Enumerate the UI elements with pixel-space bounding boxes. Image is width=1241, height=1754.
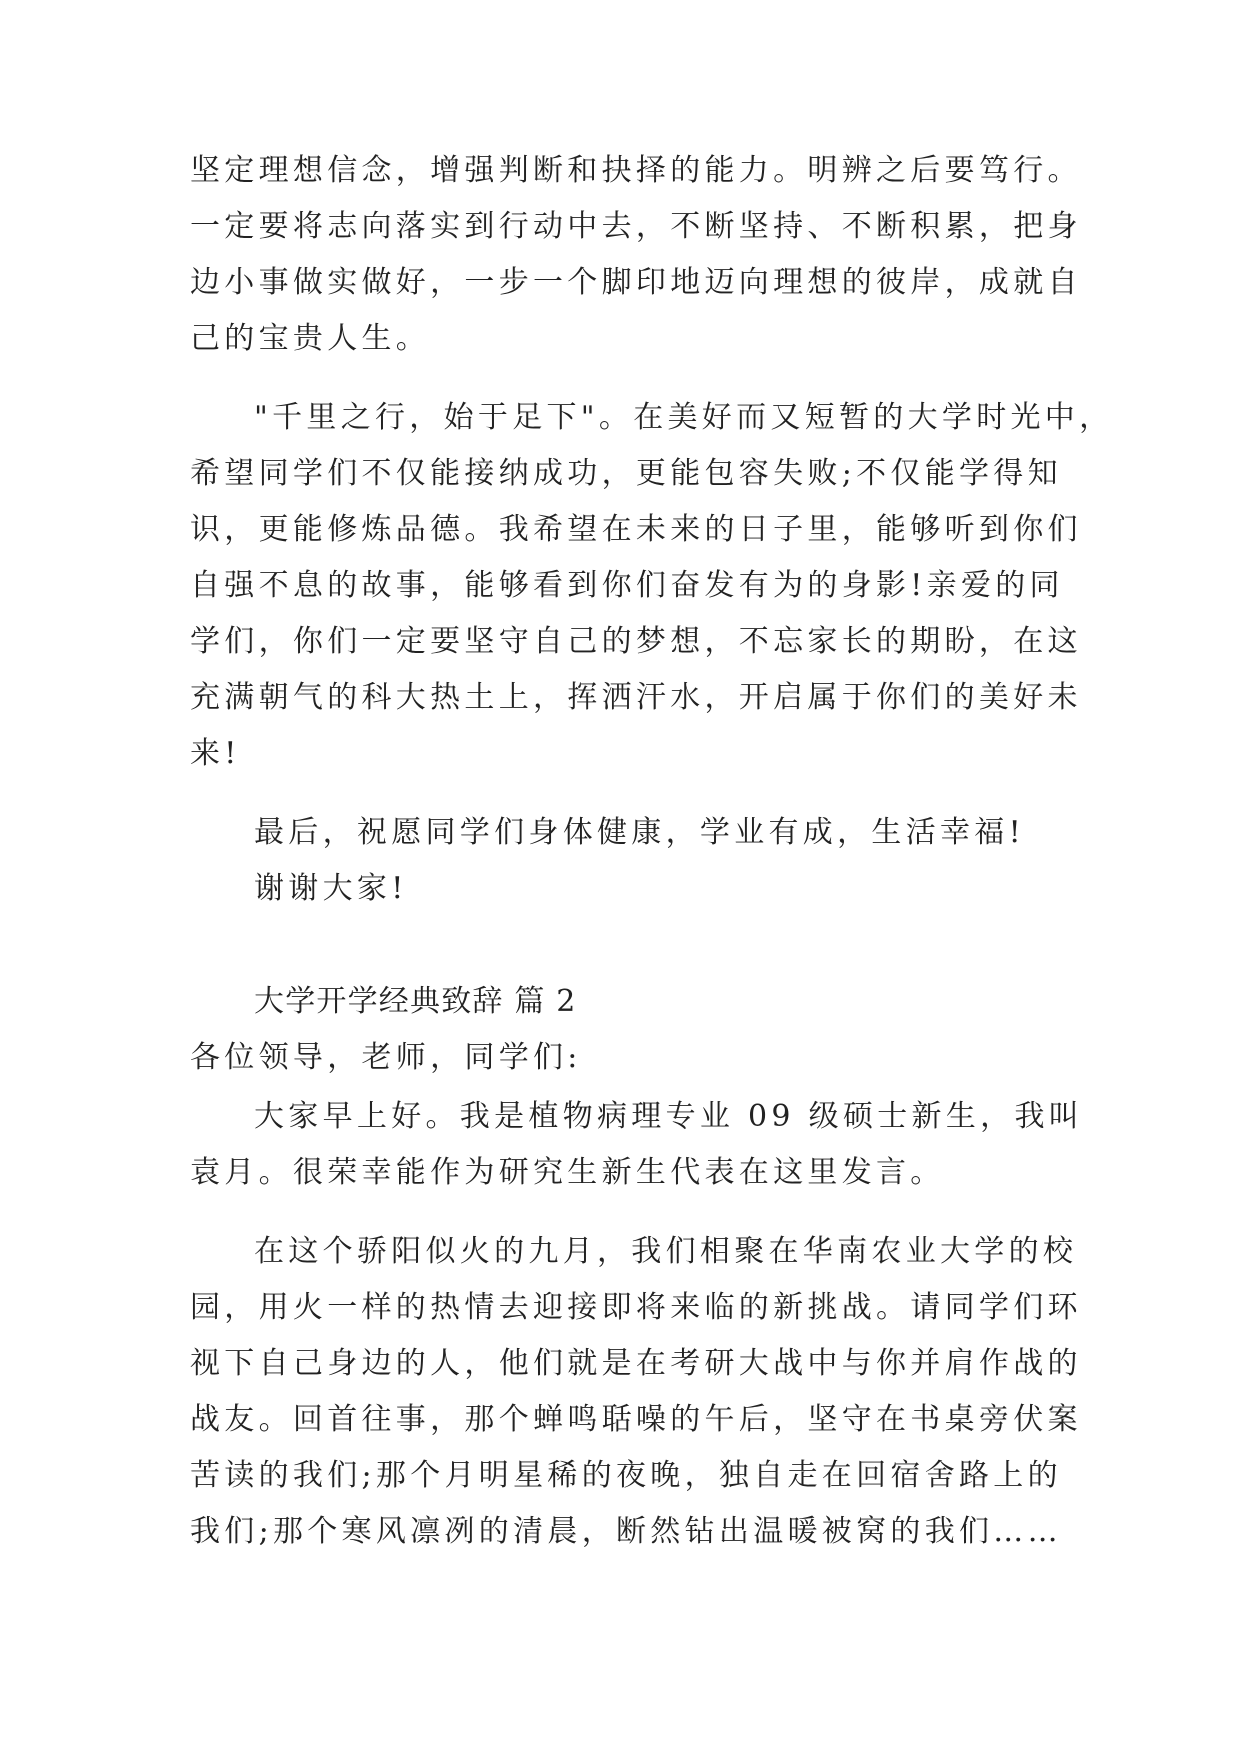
paragraph-2-line-5: 学们，你们一定要坚守自己的梦想，不忘家长的期盼，在这 [190, 624, 1082, 659]
paragraph-4-line-4: 战友。回首往事，那个蝉鸣聒噪的午后，坚守在书桌旁伏案 [190, 1402, 1082, 1437]
paragraph-4-line-3: 视下自己身边的人，他们就是在考研大战中与你并肩作战的 [190, 1346, 1082, 1381]
paragraph-3-line-1: 大家早上好。我是植物病理专业 09 级硕士新生，我叫 [254, 1099, 1084, 1134]
paragraph-2-line-1: "千里之行，始于足下"。在美好而又短暂的大学时光中， [254, 400, 1114, 435]
paragraph-1-line-4: 己的宝贵人生。 [190, 321, 431, 356]
thanks-line: 谢谢大家! [254, 871, 408, 906]
paragraph-4-line-5: 苦读的我们;那个月明星稀的夜晚，独自走在回宿舍路上的 [190, 1458, 1062, 1493]
section-heading: 大学开学经典致辞 篇 2 [254, 984, 577, 1019]
paragraph-1-line-1: 坚定理想信念，增强判断和抉择的能力。明辨之后要笃行。 [190, 153, 1082, 188]
paragraph-2-line-7: 来! [190, 736, 241, 771]
paragraph-3-line-2: 袁月。很荣幸能作为研究生新生代表在这里发言。 [190, 1155, 945, 1190]
paragraph-1-line-2: 一定要将志向落实到行动中去，不断坚持、不断积累，把身 [190, 209, 1082, 244]
paragraph-2-line-3: 识，更能修炼品德。我希望在未来的日子里，能够听到你们 [190, 512, 1082, 547]
paragraph-2-line-6: 充满朝气的科大热土上，挥洒汗水，开启属于你们的美好未 [190, 680, 1082, 715]
closing-wish: 最后，祝愿同学们身体健康，学业有成，生活幸福! [254, 815, 1025, 850]
paragraph-4-line-2: 园，用火一样的热情去迎接即将来临的新挑战。请同学们环 [190, 1290, 1082, 1325]
paragraph-1-line-3: 边小事做实做好，一步一个脚印地迈向理想的彼岸，成就自 [190, 265, 1082, 300]
paragraph-2-line-2: 希望同学们不仅能接纳成功，更能包容失败;不仅能学得知 [190, 456, 1062, 491]
paragraph-4-line-1: 在这个骄阳似火的九月，我们相聚在华南农业大学的校 [254, 1234, 1078, 1269]
paragraph-2-line-4: 自强不息的故事，能够看到你们奋发有为的身影!亲爱的同 [190, 568, 1064, 603]
paragraph-4-line-6: 我们;那个寒风凛冽的清晨，断然钻出温暖被窝的我们…… [190, 1514, 1062, 1549]
salutation: 各位领导，老师，同学们: [190, 1040, 582, 1075]
